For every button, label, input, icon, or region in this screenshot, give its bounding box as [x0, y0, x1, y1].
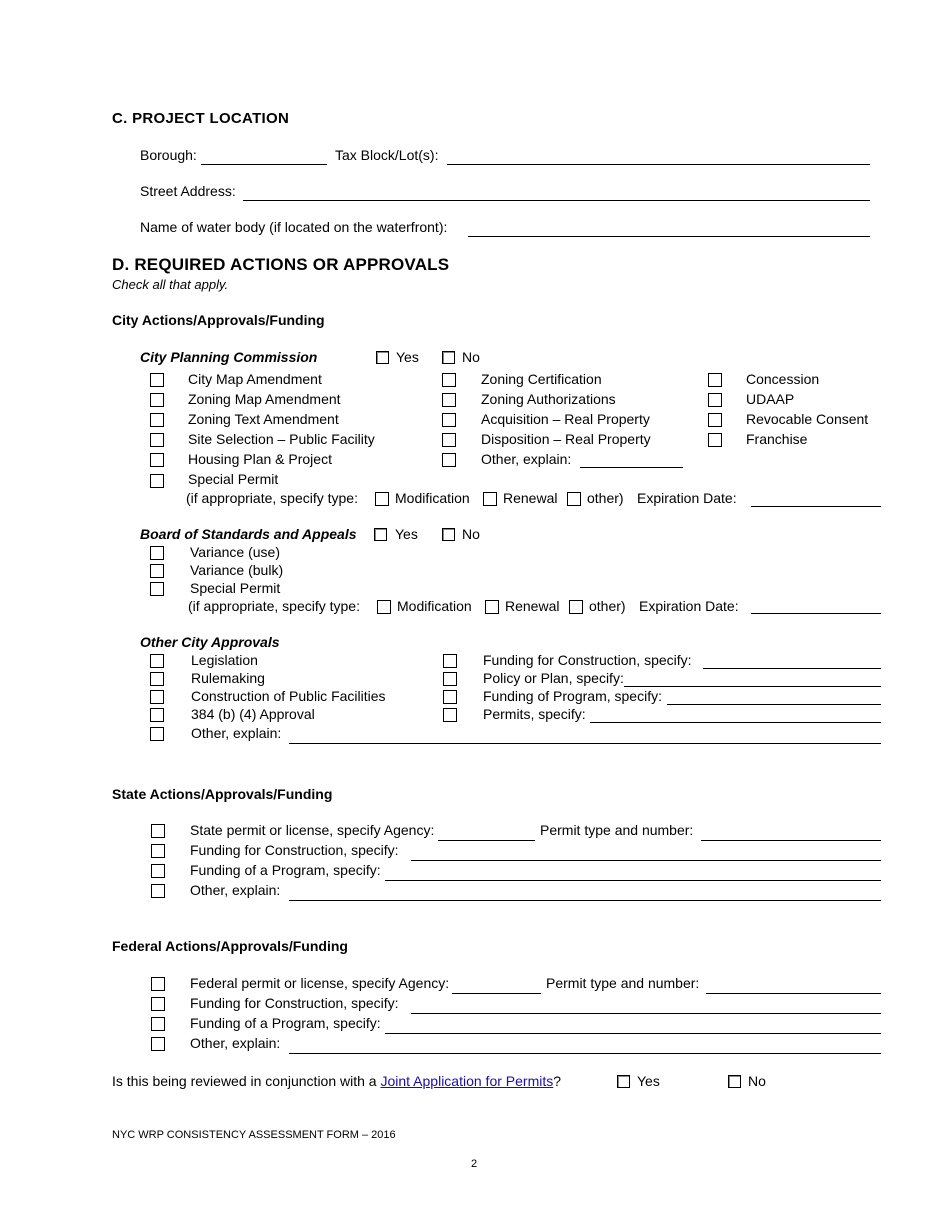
other-city-item-checkbox[interactable] [150, 708, 164, 722]
state-agency-field[interactable] [438, 840, 535, 841]
joint-application-link[interactable]: Joint Application for Permits [380, 1073, 554, 1089]
bsa-expiration-field[interactable] [751, 613, 881, 614]
cpc-item-label: Concession [746, 371, 820, 387]
cpc-title: City Planning Commission [140, 349, 318, 365]
bsa-yes-label: Yes [395, 526, 418, 542]
section-d-instruction: Check all that apply. [112, 277, 229, 292]
federal-other-field[interactable] [289, 1053, 881, 1054]
cpc-item-checkbox[interactable] [442, 453, 456, 467]
state-item-label: Funding of a Program, specify: [190, 862, 381, 878]
construction-funding-field[interactable] [703, 668, 881, 669]
page-number: 2 [471, 1158, 478, 1170]
other-city-item-label: 384 (b) (4) Approval [191, 706, 315, 722]
cpc-item-checkbox[interactable] [442, 413, 456, 427]
cpc-item-checkbox[interactable] [708, 373, 722, 387]
federal-actions-heading: Federal Actions/Approvals/Funding [112, 938, 348, 954]
permits-field[interactable] [590, 722, 881, 723]
street-address-field[interactable] [243, 200, 870, 201]
cpc-modification-label: Modification [395, 490, 470, 506]
other-city-item-checkbox[interactable] [150, 690, 164, 704]
cpc-yes-checkbox[interactable] [376, 351, 389, 364]
other-city-item-checkbox[interactable] [443, 672, 457, 686]
bsa-specify-label: (if appropriate, specify type: [188, 598, 360, 614]
state-item-label: State permit or license, specify Agency: [190, 822, 435, 838]
joint-application-question [112, 1073, 561, 1089]
cpc-item-label: Housing Plan & Project [188, 451, 332, 467]
federal-item-checkbox[interactable] [151, 977, 165, 991]
state-item-checkbox[interactable] [151, 844, 165, 858]
federal-item-checkbox[interactable] [151, 1017, 165, 1031]
federal-item-checkbox[interactable] [151, 1037, 165, 1051]
bsa-no-checkbox[interactable] [442, 528, 455, 541]
joint-question-suffix: ? [553, 1073, 562, 1089]
cpc-item-label: Zoning Certification [481, 371, 602, 387]
street-address-label: Street Address: [140, 183, 236, 199]
other-city-item-label: Other, explain: [191, 725, 282, 741]
other-city-item-label: Construction of Public Facilities [191, 688, 386, 704]
state-item-label: Funding for Construction, specify: [190, 842, 399, 858]
state-permit-type-field[interactable] [701, 840, 881, 841]
bsa-no-label: No [462, 526, 480, 542]
cpc-specify-label: (if appropriate, specify type: [186, 490, 358, 506]
cpc-other-explain-field[interactable] [580, 467, 683, 468]
cpc-renewal-checkbox[interactable] [483, 492, 497, 506]
cpc-item-checkbox[interactable] [150, 433, 164, 447]
bsa-item-checkbox[interactable] [150, 546, 164, 560]
cpc-modification-checkbox[interactable] [375, 492, 389, 506]
cpc-item-label: Zoning Text Amendment [188, 411, 339, 427]
bsa-item-checkbox[interactable] [150, 582, 164, 596]
cpc-item-label: UDAAP [746, 391, 795, 407]
bsa-other-checkbox[interactable] [569, 600, 583, 614]
state-actions-heading: State Actions/Approvals/Funding [112, 786, 333, 802]
cpc-no-checkbox[interactable] [442, 351, 455, 364]
section-c-heading: C. PROJECT LOCATION [112, 110, 290, 127]
cpc-item-checkbox[interactable] [442, 393, 456, 407]
state-program-field[interactable] [385, 880, 881, 881]
other-city-item-label: Rulemaking [191, 670, 265, 686]
federal-item-label: Funding for Construction, specify: [190, 995, 399, 1011]
tax-block-field[interactable] [447, 164, 870, 165]
joint-yes-label: Yes [637, 1073, 660, 1089]
bsa-item-label: Variance (use) [190, 544, 281, 560]
cpc-item-label: Zoning Map Amendment [188, 391, 341, 407]
bsa-expiration-label: Expiration Date: [639, 598, 739, 614]
cpc-item-checkbox[interactable] [150, 413, 164, 427]
cpc-item-checkbox[interactable] [150, 373, 164, 387]
cpc-item-label: Acquisition – Real Property [481, 411, 650, 427]
footer-form-name: NYC WRP CONSISTENCY ASSESSMENT FORM – 2016 [112, 1129, 396, 1141]
joint-no-checkbox[interactable] [728, 1075, 741, 1088]
cpc-item-label: Revocable Consent [746, 411, 869, 427]
borough-label: Borough: [140, 147, 197, 163]
cpc-expiration-field[interactable] [751, 506, 881, 507]
federal-construction-field[interactable] [411, 1013, 881, 1014]
other-city-item-label: Policy or Plan, specify: [483, 670, 624, 686]
bsa-title: Board of Standards and Appeals [140, 526, 357, 542]
cpc-item-checkbox[interactable] [442, 373, 456, 387]
bsa-item-label: Variance (bulk) [190, 562, 284, 578]
other-city-item-checkbox[interactable] [443, 690, 457, 704]
federal-agency-field[interactable] [452, 993, 541, 994]
joint-no-label: No [748, 1073, 766, 1089]
cpc-no-label: No [462, 349, 480, 365]
other-city-item-label: Funding of Program, specify: [483, 688, 662, 704]
other-city-item-checkbox[interactable] [150, 654, 164, 668]
program-funding-field[interactable] [667, 704, 881, 705]
section-d-heading: D. REQUIRED ACTIONS OR APPROVALS [112, 255, 450, 274]
other-city-explain-field[interactable] [289, 743, 881, 744]
state-item-label: Other, explain: [190, 882, 281, 898]
cpc-item-label: Other, explain: [481, 451, 572, 467]
federal-permit-type-field[interactable] [706, 993, 881, 994]
state-item-checkbox[interactable] [151, 824, 165, 838]
borough-field[interactable] [201, 164, 327, 165]
cpc-item-checkbox[interactable] [708, 413, 722, 427]
cpc-item-label: Disposition – Real Property [481, 431, 651, 447]
cpc-other-label: other) [587, 490, 624, 506]
water-body-label: Name of water body (if located on the waterfront): [140, 219, 448, 235]
bsa-modification-label: Modification [397, 598, 472, 614]
state-permit-type-label: Permit type and number: [540, 822, 694, 838]
other-city-title: Other City Approvals [140, 634, 280, 650]
other-city-item-checkbox[interactable] [150, 672, 164, 686]
cpc-item-checkbox[interactable] [708, 433, 722, 447]
joint-question-prefix: Is this being reviewed in conjunction with a [112, 1073, 377, 1089]
state-item-checkbox[interactable] [151, 864, 165, 878]
state-item-checkbox[interactable] [151, 884, 165, 898]
federal-item-label: Funding of a Program, specify: [190, 1015, 381, 1031]
bsa-item-checkbox[interactable] [150, 564, 164, 578]
city-actions-heading: City Actions/Approvals/Funding [112, 312, 325, 328]
bsa-yes-checkbox[interactable] [374, 528, 387, 541]
cpc-yes-label: Yes [396, 349, 419, 365]
policy-plan-field[interactable] [624, 686, 881, 687]
bsa-modification-checkbox[interactable] [377, 600, 391, 614]
cpc-item-checkbox[interactable] [150, 393, 164, 407]
cpc-item-label: Franchise [746, 431, 808, 447]
cpc-expiration-label: Expiration Date: [637, 490, 737, 506]
other-city-item-label: Funding for Construction, specify: [483, 652, 692, 668]
bsa-other-label: other) [589, 598, 626, 614]
bsa-renewal-label: Renewal [505, 598, 560, 614]
other-city-item-label: Permits, specify: [483, 706, 586, 722]
cpc-other-checkbox[interactable] [567, 492, 581, 506]
state-construction-field[interactable] [411, 860, 881, 861]
federal-item-checkbox[interactable] [151, 997, 165, 1011]
other-city-item-checkbox[interactable] [150, 727, 164, 741]
other-city-item-checkbox[interactable] [443, 654, 457, 668]
other-city-item-checkbox[interactable] [443, 708, 457, 722]
cpc-item-label: Special Permit [188, 471, 279, 487]
cpc-item-label: Zoning Authorizations [481, 391, 616, 407]
federal-item-label: Other, explain: [190, 1035, 281, 1051]
cpc-renewal-label: Renewal [503, 490, 558, 506]
state-other-field[interactable] [289, 900, 881, 901]
cpc-item-label: Site Selection – Public Facility [188, 431, 375, 447]
federal-item-label: Federal permit or license, specify Agency: [190, 975, 450, 991]
tax-block-label: Tax Block/Lot(s): [335, 147, 439, 163]
cpc-item-checkbox[interactable] [708, 393, 722, 407]
other-city-item-label: Legislation [191, 652, 258, 668]
federal-permit-type-label: Permit type and number: [546, 975, 700, 991]
cpc-item-label: City Map Amendment [188, 371, 322, 387]
water-body-field[interactable] [468, 236, 870, 237]
bsa-item-label: Special Permit [190, 580, 281, 596]
cpc-item-checkbox[interactable] [150, 474, 164, 488]
cpc-item-checkbox[interactable] [150, 453, 164, 467]
bsa-renewal-checkbox[interactable] [485, 600, 499, 614]
joint-yes-checkbox[interactable] [617, 1075, 630, 1088]
cpc-item-checkbox[interactable] [442, 433, 456, 447]
federal-program-field[interactable] [385, 1033, 881, 1034]
